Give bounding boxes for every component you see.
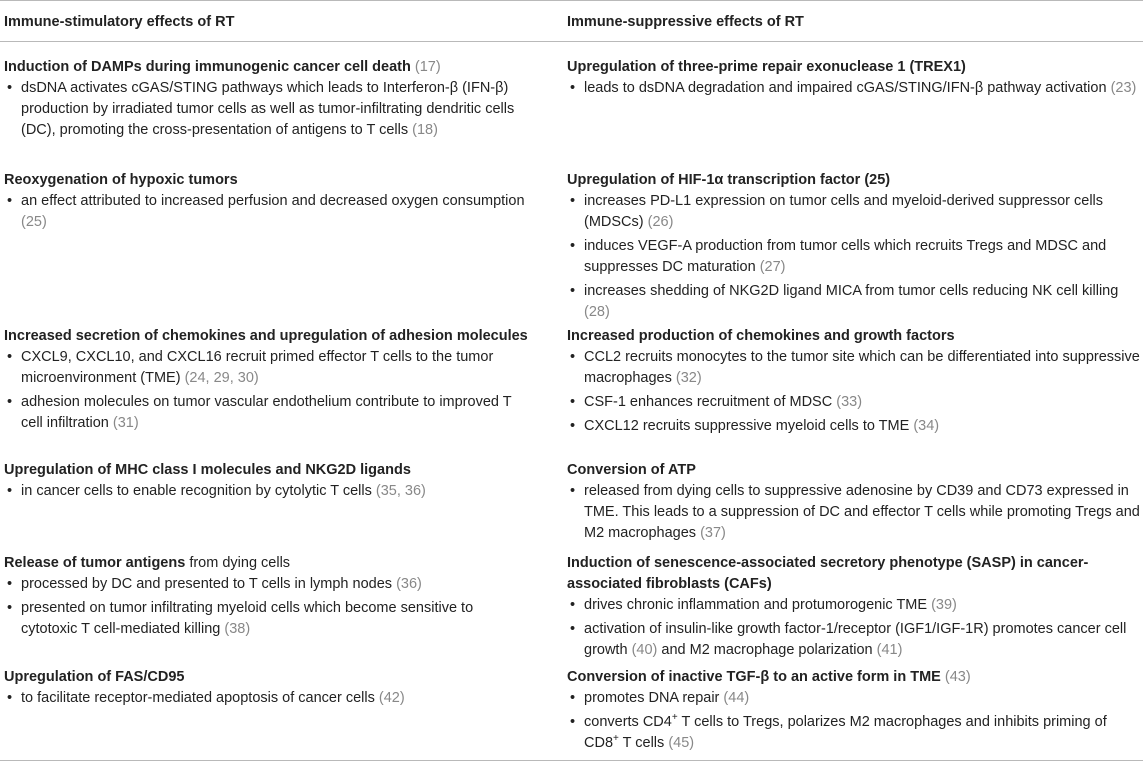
cell-title: Increased secretion of chemokines and upregulation of adhesion molecules xyxy=(4,328,528,344)
cell-fas-upregulation xyxy=(4,667,530,709)
citation: (25) xyxy=(21,214,47,230)
citation: (42) xyxy=(378,690,405,706)
bullet-list xyxy=(567,78,1143,99)
citation: (36) xyxy=(396,576,422,592)
cell-title: Conversion of ATP xyxy=(567,462,696,478)
list-item: • increases PD-L1 expression on tumor cells and myeloid-derived suppressor cells (MDSCs) (26) xyxy=(567,191,1143,233)
list-item: • to facilitate receptor-mediated apoptosis of cancer cells (42) xyxy=(4,688,530,709)
cell-antigen-release xyxy=(4,553,530,640)
cell-title: Increased production of chemokines and growth factors xyxy=(567,328,955,344)
cell-chemokine-production xyxy=(567,326,1143,437)
citation: (18) xyxy=(412,122,438,138)
citation: (40) xyxy=(631,642,658,658)
citation: (35, 36) xyxy=(375,483,426,499)
list-item: • drives chronic inflammation and protumorogenic TME (39) xyxy=(567,595,1143,616)
citation: (37) xyxy=(700,525,726,541)
citation: (23) xyxy=(1110,80,1137,96)
cell-title: Upregulation of FAS/CD95 xyxy=(4,669,185,685)
citation: (25) xyxy=(864,172,891,188)
cell-title: Upregulation of HIF-1α transcription factor (25) xyxy=(567,172,891,188)
citation: (31) xyxy=(112,415,139,431)
list-item: • increases shedding of NKG2D ligand MICA from tumor cells reducing NK cell killing (28) xyxy=(567,281,1143,323)
citation: (24, 29, 30) xyxy=(184,370,259,386)
list-item: • an effect attributed to increased perfusion and decreased oxygen consumption (25) xyxy=(4,191,530,233)
bullet-list xyxy=(4,481,530,502)
list-item: • induces VEGF-A production from tumor cells which recruits Tregs and MDSC and suppresses DC maturation (27) xyxy=(567,236,1143,278)
table-bottom-rule xyxy=(0,760,1143,761)
cell-sasp-induction xyxy=(567,553,1143,661)
header-immune-suppressive: Immune-suppressive effects of RT xyxy=(567,14,804,30)
list-item: • CXCL12 recruits suppressive myeloid cells to TME (34) xyxy=(567,416,1143,437)
list-item: • CCL2 recruits monocytes to the tumor site which can be differentiated into suppressive macrophages (32) xyxy=(567,347,1143,389)
citation: (17) xyxy=(414,59,441,75)
cell-tgfb-conversion xyxy=(567,667,1143,754)
table-header xyxy=(0,0,1143,42)
bullet-list xyxy=(4,688,530,709)
cell-title: Release of tumor antigens from dying cells xyxy=(4,555,291,571)
list-item: • dsDNA activates cGAS/STING pathways which leads to Interferon-β (IFN-β) production by irradiated tumor cells as well as tumor-infiltrating dendritic cells (DC), promoting the cross-presentation of antigens to T cells (18) xyxy=(4,78,530,141)
cell-title: Reoxygenation of hypoxic tumors xyxy=(4,172,238,188)
citation: (38) xyxy=(224,621,251,637)
list-item: • processed by DC and presented to T cells in lymph nodes (36) xyxy=(4,574,530,595)
bullet-list xyxy=(4,191,530,233)
bullet-list xyxy=(567,595,1143,661)
citation: (44) xyxy=(723,690,750,706)
cell-hif1a-upregulation xyxy=(567,170,1143,323)
citation: (41) xyxy=(876,642,903,658)
cell-reoxygenation xyxy=(4,170,530,233)
citation: (28) xyxy=(584,304,610,320)
citation: (26) xyxy=(647,214,674,230)
bullet-list xyxy=(4,78,530,141)
list-item: • adhesion molecules on tumor vascular endothelium contribute to improved T cell infiltration (31) xyxy=(4,392,530,434)
citation: (39) xyxy=(931,597,957,613)
citation: (32) xyxy=(675,370,702,386)
list-item: • promotes DNA repair (44) xyxy=(567,688,1143,709)
bullet-list xyxy=(567,481,1143,544)
list-item: • in cancer cells to enable recognition by cytolytic T cells (35, 36) xyxy=(4,481,530,502)
cell-mhc-upregulation xyxy=(4,460,530,502)
list-item: • activation of insulin-like growth factor-1/receptor (IGF1/IGF-1R) promotes cancer cell growth (40) and M2 macrophage polarization (41) xyxy=(567,619,1143,661)
bullet-list xyxy=(567,347,1143,437)
citation: (34) xyxy=(913,418,940,434)
cell-title: Induction of DAMPs during immunogenic cancer cell death (17) xyxy=(4,59,441,75)
header-immune-stimulatory: Immune-stimulatory effects of RT xyxy=(4,14,235,30)
bullet-list xyxy=(567,191,1143,323)
cell-damps-induction xyxy=(4,57,530,141)
list-item: • presented on tumor infiltrating myeloid cells which become sensitive to cytotoxic T cell-mediated killing (38) xyxy=(4,598,530,640)
bullet-list xyxy=(4,574,530,640)
list-item: • CXCL9, CXCL10, and CXCL16 recruit primed effector T cells to the tumor microenvironment (TME) (24, 29, 30) xyxy=(4,347,530,389)
bullet-list xyxy=(4,347,530,434)
citation: (45) xyxy=(668,735,695,751)
cell-title: Upregulation of three-prime repair exonuclease 1 (TREX1) xyxy=(567,59,966,75)
citation: (33) xyxy=(836,394,863,410)
list-item: • converts CD4+ T cells to Tregs, polarizes M2 macrophages and inhibits priming of CD8+ T cells (45) xyxy=(567,712,1143,754)
cell-title: Induction of senescence-associated secretory phenotype (SASP) in cancer-associated fibroblasts (CAFs) xyxy=(567,555,1089,592)
citation: (27) xyxy=(759,259,786,275)
cell-title: Conversion of inactive TGF-β to an active form in TME (43) xyxy=(567,669,971,685)
citation: (43) xyxy=(944,669,971,685)
list-item: • CSF-1 enhances recruitment of MDSC (33) xyxy=(567,392,1143,413)
bullet-list xyxy=(567,688,1143,754)
list-item: • released from dying cells to suppressive adenosine by CD39 and CD73 expressed in TME. This leads to a suppression of DC and effector T cells while promoting Tregs and M2 macrophages (37) xyxy=(567,481,1143,544)
cell-chemokine-secretion xyxy=(4,326,530,434)
cell-atp-conversion xyxy=(567,460,1143,544)
list-item: • leads to dsDNA degradation and impaired cGAS/STING/IFN-β pathway activation (23) xyxy=(567,78,1143,99)
cell-trex1-upregulation xyxy=(567,57,1143,99)
cell-title: Upregulation of MHC class I molecules and NKG2D ligands xyxy=(4,462,411,478)
